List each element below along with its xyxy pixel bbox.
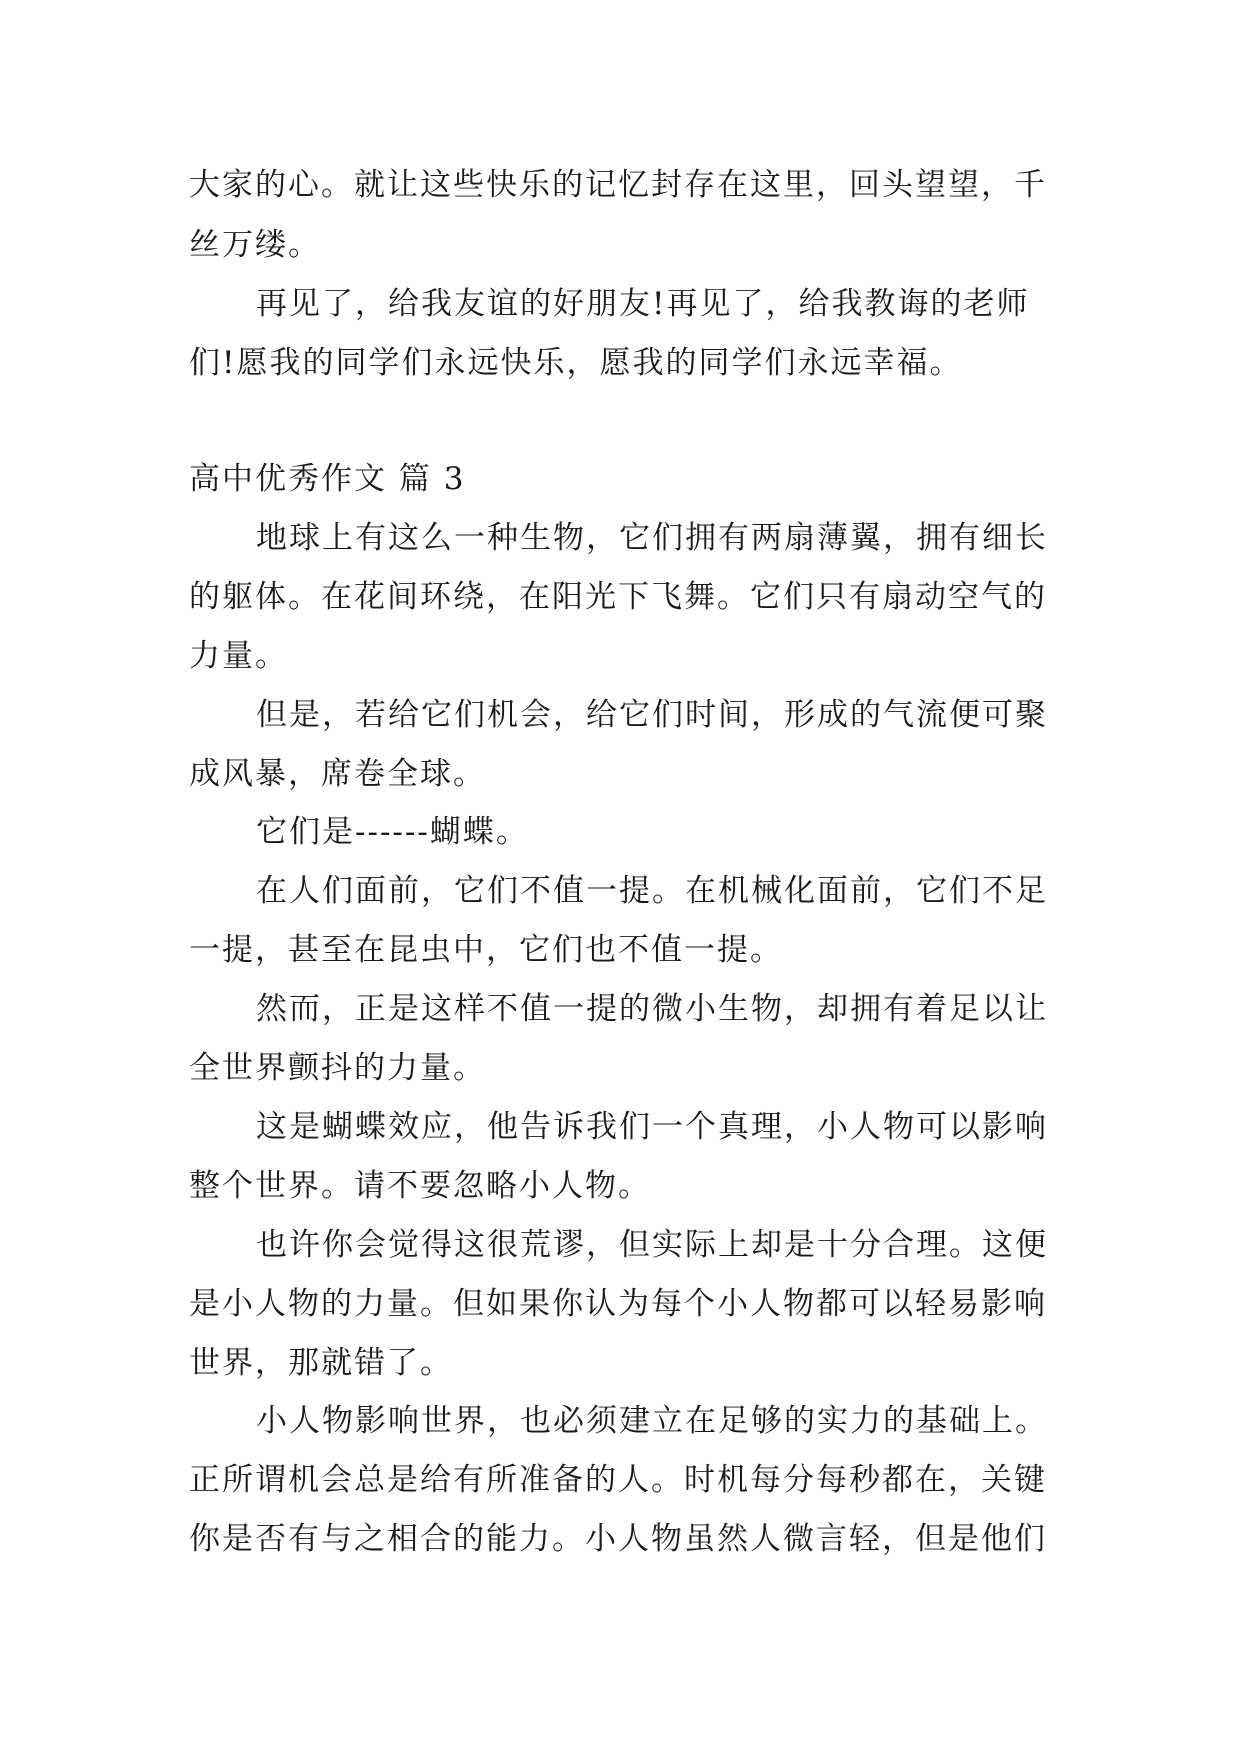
paragraph-line: 然而，正是这样不值一提的微小生物，却拥有着足以让 [256,991,1048,1027]
paragraph-line: 再见了，给我友谊的好朋友!再见了，给我教诲的老师 [256,286,1030,322]
paragraph-line: 地球上有这么一种生物，它们拥有两扇薄翼，拥有细长 [256,520,1048,556]
paragraph-line: 正所谓机会总是给有所准备的人。时机每分每秒都在，关键 [189,1462,1047,1498]
section-heading: 高中优秀作文 篇 3 [189,461,466,497]
paragraph-line: 这是蝴蝶效应，他告诉我们一个真理，小人物可以影响 [256,1109,1048,1145]
paragraph-line: 也许你会觉得这很荒谬，但实际上却是十分合理。这便 [256,1227,1048,1263]
paragraph-line: 的躯体。在花间环绕，在阳光下飞舞。它们只有扇动空气的 [189,579,1047,615]
paragraph-line: 丝万缕。 [189,227,321,263]
paragraph-line: 力量。 [189,638,288,674]
paragraph-line: 整个世界。请不要忽略小人物。 [189,1168,651,1204]
paragraph-line: 们!愿我的同学们永远快乐，愿我的同学们永远幸福。 [189,345,963,381]
paragraph-line: 大家的心。就让这些快乐的记忆封存在这里，回头望望，千 [189,167,1047,203]
paragraph-line: 你是否有与之相合的能力。小人物虽然人微言轻，但是他们 [189,1521,1047,1557]
paragraph-line: 是小人物的力量。但如果你认为每个小人物都可以轻易影响 [189,1286,1047,1322]
paragraph-line: 世界，那就错了。 [189,1345,453,1381]
paragraph-line: 它们是------蝴蝶。 [256,814,529,850]
paragraph-line: 在人们面前，它们不值一提。在机械化面前，它们不足 [256,873,1048,909]
paragraph-line: 全世界颤抖的力量。 [189,1050,486,1086]
paragraph-line: 但是，若给它们机会，给它们时间，形成的气流便可聚 [256,697,1048,733]
paragraph-line: 一提，甚至在昆虫中，它们也不值一提。 [189,932,783,968]
paragraph-line: 小人物影响世界，也必须建立在足够的实力的基础上。 [256,1403,1048,1439]
paragraph-line: 成风暴，席卷全球。 [189,756,486,792]
